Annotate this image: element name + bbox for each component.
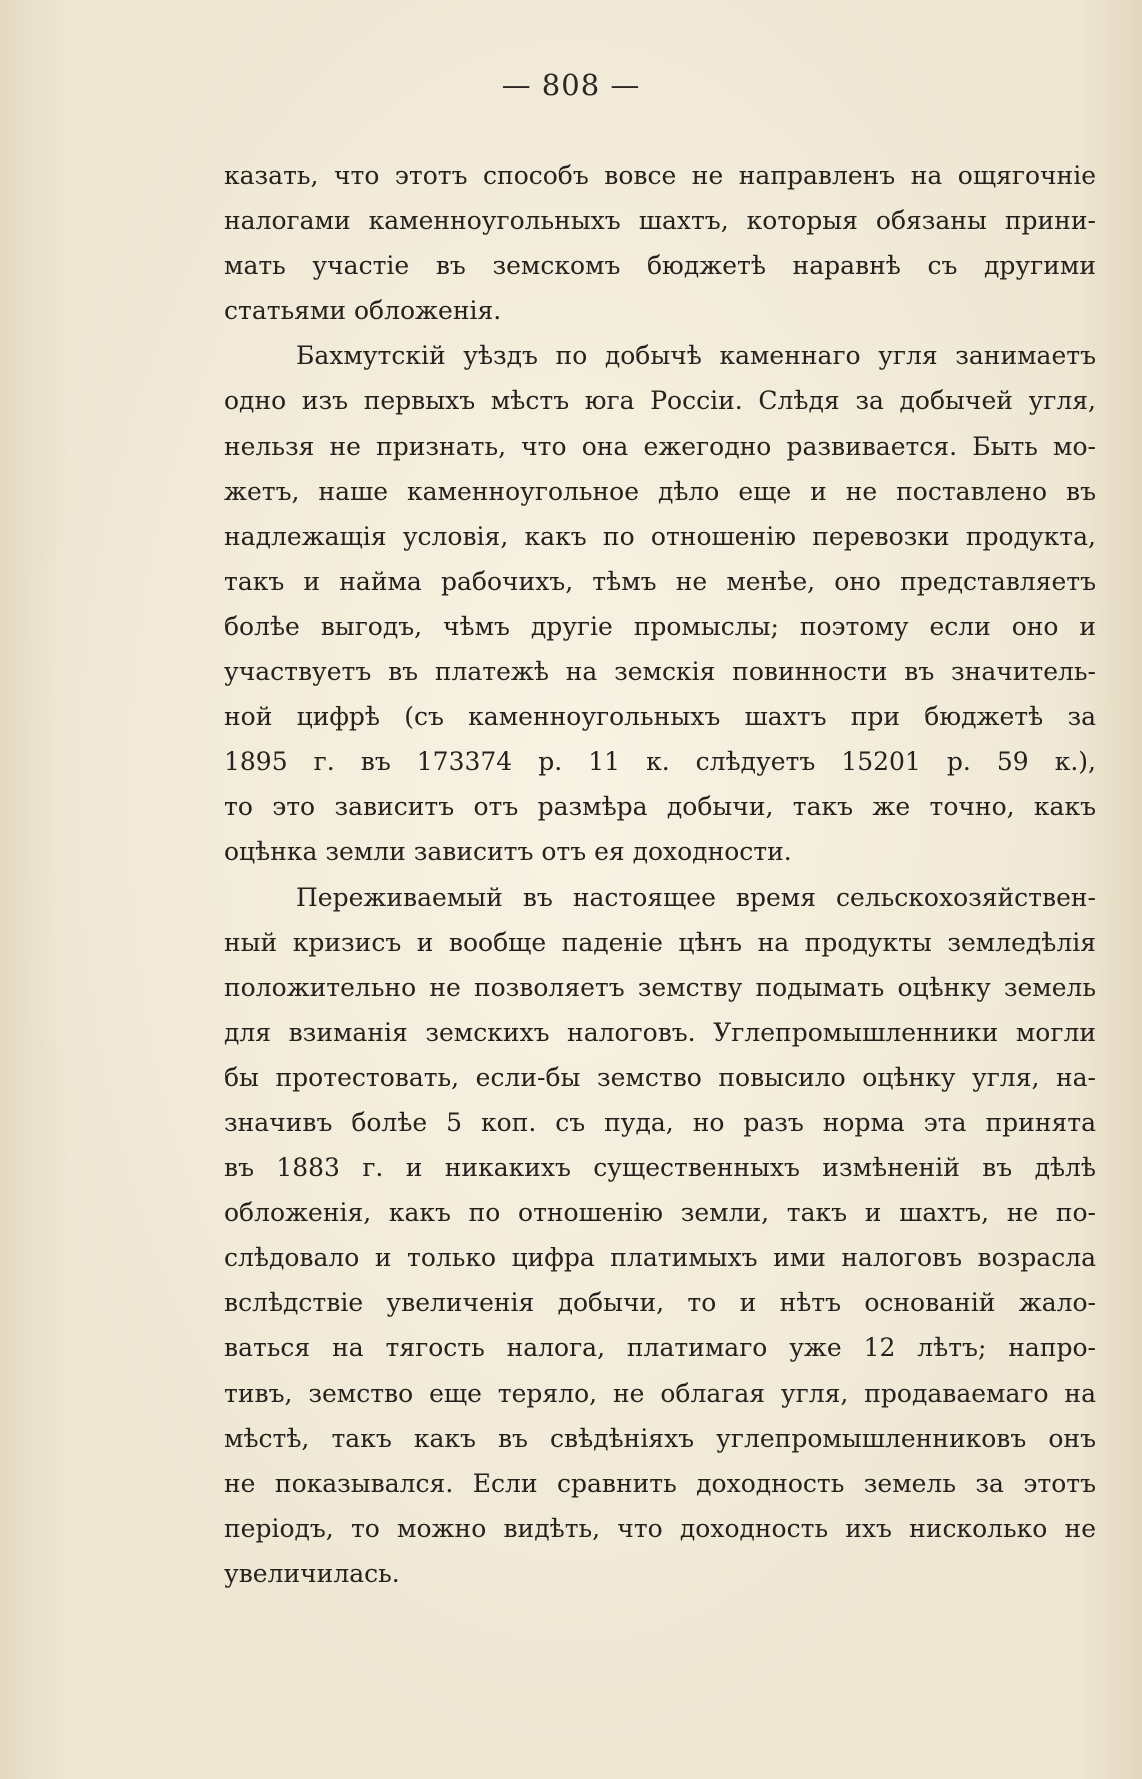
- text-line: статьями обложенія.: [224, 296, 502, 326]
- text-line: казать, что этотъ способъ вовсе не направленъ на ощягочніе: [224, 161, 1096, 190]
- text-line: не показывался. Если сравнить доходность земель за этотъ: [224, 1468, 1096, 1498]
- text-line: 1895 г. въ 173374 р. 11 к. слѣдуетъ 15201 р. 59 к.),: [224, 747, 1096, 777]
- text-line: положительно не позволяетъ земству подымать оцѣнку земель: [224, 972, 1096, 1002]
- text-line: жетъ, наше каменноугольное дѣло еще и не поставлено въ: [224, 476, 1096, 506]
- text-line: обложенія, какъ по отношенію земли, такъ и шахтъ, не по-: [224, 1198, 1096, 1228]
- text-line: Переживаемый въ настоящее время сельскохозяйствен-: [296, 882, 1096, 912]
- text-line: для взиманія земскихъ налоговъ. Углепромышленники могли: [224, 1017, 1096, 1047]
- paragraph-2: [224, 333, 1096, 874]
- text-line: слѣдовало и только цифра платимыхъ ими налоговъ возрасла: [224, 1243, 1096, 1273]
- text-line: въ 1883 г. и никакихъ существенныхъ измѣненій въ дѣлѣ: [224, 1153, 1096, 1183]
- paragraph-3: [224, 875, 1096, 1597]
- text-line: мать участіе въ земскомъ бюджетѣ наравнѣ съ другими: [224, 251, 1096, 281]
- text-line: тивъ, земство еще теряло, не облагая угля, продаваемаго на: [224, 1378, 1096, 1408]
- text-line: то это зависитъ отъ размѣра добычи, такъ же точно, какъ: [224, 792, 1096, 822]
- text-line: значивъ болѣе 5 коп. съ пуда, но разъ норма эта принята: [224, 1107, 1096, 1137]
- body-text: [224, 153, 1096, 1596]
- text-line: участвуетъ въ платежѣ на земскія повинности въ значитель-: [224, 657, 1096, 687]
- text-line: болѣе выгодъ, чѣмъ другіе промыслы; поэтому если оно и: [224, 611, 1096, 641]
- text-line: Бахмутскій уѣздъ по добычѣ каменнаго угля занимаетъ: [296, 341, 1096, 371]
- text-line: ной цифрѣ (съ каменноугольныхъ шахтъ при бюджетѣ за: [224, 702, 1096, 732]
- text-line: одно изъ первыхъ мѣстъ юга Россіи. Слѣдя за добычей угля,: [224, 386, 1096, 416]
- page-number: — 808 —: [501, 68, 641, 102]
- text-line: оцѣнка земли зависитъ отъ ея доходности.: [224, 837, 792, 867]
- text-line: бы протестовать, если-бы земство повысило оцѣнку угля, на-: [224, 1062, 1096, 1092]
- text-line: періодъ, то можно видѣть, что доходность ихъ нисколько не: [224, 1513, 1096, 1543]
- text-line: такъ и найма рабочихъ, тѣмъ не менѣе, оно представляетъ: [224, 566, 1096, 596]
- text-line: нельзя не признать, что она ежегодно развивается. Быть мо-: [224, 431, 1096, 461]
- text-line: ный кризисъ и вообще паденіе цѣнъ на продукты земледѣлія: [224, 927, 1096, 957]
- text-line: ваться на тягость налога, платимаго уже 12 лѣтъ; напро-: [224, 1333, 1096, 1363]
- text-line: мѣстѣ, такъ какъ въ свѣдѣніяхъ углепромышленниковъ онъ: [224, 1423, 1096, 1453]
- text-line: увеличилась.: [224, 1558, 400, 1588]
- text-line: надлежащія условія, какъ по отношенію перевозки продукта,: [224, 521, 1096, 551]
- paragraph-1: [224, 153, 1096, 333]
- text-line: налогами каменноугольныхъ шахтъ, которыя обязаны прини-: [224, 206, 1096, 236]
- text-line: вслѣдствіе увеличенія добычи, то и нѣтъ основаній жало-: [224, 1288, 1096, 1318]
